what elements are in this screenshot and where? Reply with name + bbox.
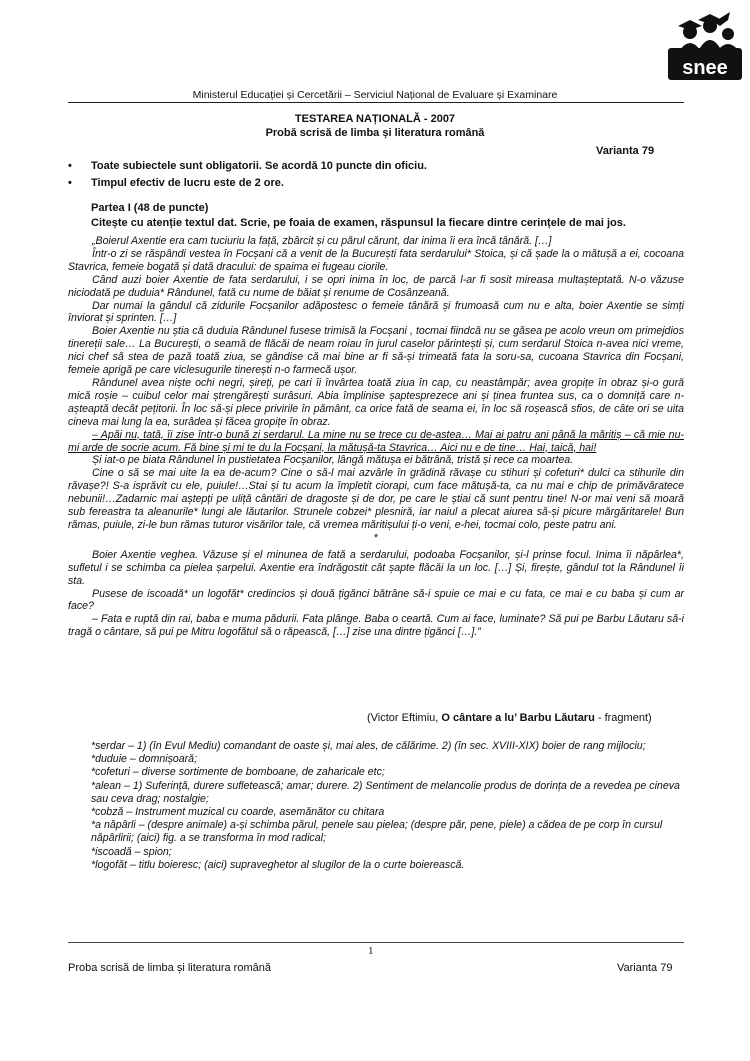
source-author: (Victor Eftimiu,	[367, 712, 442, 724]
glossary-item: *a năpârli – (despre animale) a-și schimba părul, penele sau pielea; (despre păr, pene, piele) a cădea de pe corp în cursul năpârlirii; (aici) fig. a se transforma în mod radical;	[91, 819, 663, 845]
text-paragraph: Boier Axentie nu știa că duduia Rândunel fusese trimisă la Focșani , tocmai fiindcă nu se găsea pe acolo vreun om primejdios tinereții sale… La București, o seamă de flăcăi de neam roiau în jurul caselor părintești și, cum serdarul Stoica n-avea nici vreme, nici chef să stea de pază toată ziua, se gândise că mai bine ar fi să-și trimeată fata la soru-sa, cucoana Stavrica din Focșani, femeie aprigă pe care viclesugurile tinerești n-o farmecă ușor.	[68, 325, 684, 377]
footer-divider	[68, 942, 684, 943]
part-title: Partea I (48 de puncte)	[91, 202, 209, 214]
text-source	[367, 712, 652, 724]
snee-logo	[668, 8, 742, 80]
section-separator: *	[373, 531, 379, 544]
text-paragraph: Boier Axentie veghea. Văzuse și el minunea de fată a serdarului, podoaba Focșanilor, și-l prinse focul. Inima îi năpârlea*, sufletul i se schimba ca pielea șarpelui. Axentie era îndrăgostit cât șapte flăcăi la un loc. […] Și, firește, gândul tot la Rândunel îi sta.	[68, 548, 684, 587]
rules-list	[68, 158, 688, 192]
glossary-item: *cobză – Instrument muzical cu coarde, asemănător cu chitara	[91, 806, 385, 819]
glossary-item: *serdar – 1) (în Evul Mediu) comandant de oaste și, mai ales, de călărime. 2) (în sec. XVIII-XIX) boier de rang mijlociu;	[91, 740, 646, 752]
text-paragraph: Cine o să se mai uite la ea de-acum? Cine o să-l mai azvârle în grădină răvașe cu stihuri și cofeturi* dulci ca stihurile din răvașe?! S-a isprăvit cu ele, puiule!…Stai și tu acum la împletit ciorapi, cum face mătușă-ta, ca nu mai e chip de primăvăratece nebunii!…Zadarnic mai aștepți pe uliță cântări de dragoste și de dor, pe care le știai că sunt pentru tine! N-or mai veni să moară sub fereastra ta aleanurile* lungi ale lăutarilor. Strunele cobzei* plesniră, iar naiul a plecat aiurea să-și picure mărgăritarele! Bun rămas, puiule, zi-le bun rămas tuturor visărilor tale, că vremea măritișului ți-o veni, e-hei, tocmai colo, peste patru ani.	[68, 467, 684, 531]
text-paragraph: Rândunel avea niște ochi negri, șireți, pe cari îi învârtea toată ziua în cap, cu neastâmpăr; avea gropițe în obraz și-o gură mică roșie – cuibul celor mai ștrengărești surâsuri. Abia împlinise șaptesprezece ani și ținea fruntea sus, ca o domniță care n-așteaptă decât pețitorii. În loc să-și plece privirile în pământ, ca orice fată de seama ei, în loc să roșească sfios, de câte ori se uita cineva mai lung la ea, surâdea și făcea gropițe în obraz.	[68, 376, 684, 428]
text-paragraph: Într-o zi se răspândi vestea în Focșani că a venit de la București fata serdarului* Stoica, și că șade la o mătușă a ei, cocoana Stavrica, femeie bogată și dată dracului: de spaima ei fugeau ciorile.	[68, 247, 684, 273]
glossary-item: *iscoadă – spion;	[91, 845, 172, 858]
source-suffix: - fragment)	[594, 712, 652, 724]
glossary-item: *cofeturi – diverse sortimente de bomboane, de zaharicale etc;	[91, 766, 385, 779]
graduates-logo-icon	[668, 8, 742, 80]
underlined-dialog: – Apăi nu, tată, îi zise într-o bună zi serdarul. La mine nu se trece cu de-astea… Mai ai patru ani până la măritiș – că mie nu-mi arde de socrie acum. Fă bine și mi te du la Focșani, la mătușă-ta Stavrica… Aici nu e de tine… Hai, taică, hai!	[68, 428, 684, 454]
glossary-item: *logofăt – titlu boieresc; (aici) supraveghetor al slugilor de la o curte boierească.	[91, 858, 465, 871]
glossary-item: *alean – 1) Suferință, durere sufletească; amar; durere. 2) Sentiment de melancolie produs de dorința de a revedea pe cineva sau ceva drag; nostalgie;	[91, 779, 680, 805]
rule-item: • Timpul efectiv de lucru este de 2 ore.	[68, 175, 688, 192]
text-paragraph: Pusese de iscoadă* un logofăt* credincios și două țigănci bătrâne să-i spuie ce mai e cu fata, ce mai e cu baba și cum ar face?	[68, 587, 684, 613]
header-divider	[68, 102, 684, 103]
glossary-item: *duduie – domnișoară;	[91, 753, 198, 766]
text-paragraph: „Boierul Axentie era cam tuciuriu la față, zbârcit și cu părul cărunt, dar inima îi era încă tânără. […]	[92, 235, 552, 247]
text-paragraph: – Fata e ruptă din rai, baba e muma pădurii. Fata plânge. Baba o ceartă. Cum ai face, luminate? Să pui pe Barbu Lăutaru să-i tragă o cântare, să pui pe Mitru logofătul să o răpească, […] zise una dintre țigănci […].”	[68, 613, 684, 639]
part-instruction: Citește cu atenție textul dat. Scrie, pe foaia de examen, răspunsul la fiecare dintre cerințele de mai jos.	[91, 217, 626, 229]
source-work: O cântare a lu’ Barbu Lăutaru	[441, 712, 595, 724]
literary-text	[68, 235, 684, 639]
text-paragraph: Când auzi boier Axentie de fata serdarului, i se opri inima în loc, de parcă l-ar fi sosit mireasa multașteptată. N-o văzuse niciodată pe duduia* Rândunel, fată cu nume de băiat și renume de Cosânzeană.	[68, 273, 684, 299]
text-paragraph: Dar numai la gândul că zidurile Focșanilor adăpostesc o femeie tânără și frumoasă cum nu e alta, boier Axentie se simți înviorat și sprinten. […]	[68, 299, 684, 325]
glossary	[91, 740, 684, 872]
footer-variant: Varianta 79	[617, 962, 673, 974]
variant-label: Varianta 79	[596, 145, 655, 157]
logo-text: snee	[682, 57, 728, 79]
exam-title: TESTAREA NAȚIONALĂ - 2007	[294, 113, 456, 125]
rule-item: • Toate subiectele sunt obligatorii. Se acordă 10 puncte din oficiu.	[68, 158, 688, 175]
exam-subtitle: Probă scrisă de limba și literatura română	[265, 127, 485, 139]
page-number: 1	[368, 945, 374, 957]
ministry-header: Ministerul Educației și Cercetării – Serviciul Național de Evaluare și Examinare	[192, 89, 558, 101]
text-paragraph: Și iat-o pe biata Rândunel în pustietatea Focșanilor, lângă mătușa ei bătrână, tristă și rece ca moartea.	[92, 454, 574, 467]
footer-exam-name: Proba scrisă de limba și literatura română	[68, 962, 271, 974]
